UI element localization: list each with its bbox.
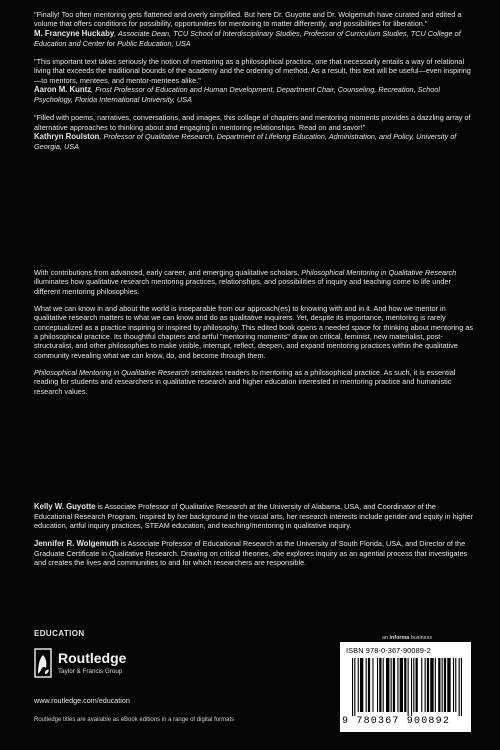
description-paragraph-2: What we can know in and about the world is inseparable from our approach(es) to knowing with and in it. And how we mentor in qualitative research matters to what we can know and do as qualitative inquirers. Yet, despite its importance, mentoring is rarely conceptualized as a practice inspiring or inspired by philosophy. This edited book opens a needed space for thinking about mentoring as a philosophical practice. Its thoughtful chapters and artful "mentoring moments" draw on critical, feminist, new materialist, post-structuralist, and other philosophies to make visible, interrupt, reflect, deepen, and expand mentoring practices within the qualitative community revealing what we can know, do, and become through them. bbox=[34, 303, 474, 360]
barcode-bar bbox=[438, 658, 440, 712]
barcode-bar bbox=[352, 658, 353, 716]
barcode-bar bbox=[416, 658, 418, 712]
barcode-bar bbox=[444, 658, 446, 712]
barcode-bar bbox=[368, 658, 370, 712]
author-name: Kelly W. Guyotte bbox=[34, 502, 96, 511]
barcode-bar bbox=[435, 658, 436, 712]
barcode-bar bbox=[459, 658, 460, 716]
subject-category: EDUCATION bbox=[34, 629, 85, 638]
author-bios bbox=[34, 502, 474, 575]
endorser-name: Aaron M. Kuntz bbox=[34, 84, 92, 94]
author-bio-2 bbox=[34, 539, 474, 568]
description-text: sensitizes readers to mentoring as a philosophical practice. As such, it is essential reading for students and researchers in qualitative research and higher education interested in mentoring practice and humanistic research values. bbox=[34, 367, 456, 396]
barcode-bars bbox=[352, 658, 462, 716]
barcode-bar bbox=[455, 658, 456, 712]
publisher-url[interactable]: www.routledge.com/education bbox=[34, 696, 130, 705]
author-bio-1 bbox=[34, 502, 474, 531]
barcode-bar bbox=[413, 658, 414, 712]
barcode-bar bbox=[372, 658, 373, 712]
barcode-bar bbox=[383, 658, 384, 712]
endorsement-3 bbox=[34, 113, 474, 151]
informa-prefix: an bbox=[382, 635, 390, 641]
barcode-bar bbox=[427, 658, 429, 712]
endorsement-2 bbox=[34, 57, 474, 104]
barcode-bar bbox=[430, 658, 433, 712]
barcode-bar bbox=[360, 658, 363, 712]
informa-suffix: business bbox=[409, 635, 433, 641]
barcode-bar bbox=[379, 658, 381, 712]
endorser-affiliation: , Frost Professor of Education and Human Development, Department Chair, Counseling, Recreation, School Psychology, Florida International University, USA bbox=[34, 84, 440, 104]
barcode-bar bbox=[404, 658, 406, 712]
endorser-name: Kathryn Roulston bbox=[34, 131, 100, 141]
description-paragraph-3 bbox=[34, 368, 474, 396]
barcode-bar bbox=[442, 658, 443, 712]
barcode-bar bbox=[386, 658, 389, 712]
barcode-bar bbox=[393, 658, 395, 712]
informa-business-tag bbox=[382, 635, 432, 642]
endorser-affiliation: , Associate Dean, TCU School of Interdisciplinary Studies, Professor of Curriculum Studies, TCU College of Education and Center for Public Education, USA bbox=[34, 28, 461, 48]
barcode-bar bbox=[447, 658, 450, 712]
endorsements bbox=[34, 10, 474, 160]
author-bio-text: is Associate Professor of Qualitative Research at the University of Alabama, USA, and Coordinator of the Educational Research Program. Inspired by her background in the visual arts, her research interests include gender and equity in higher education, artful inquiry practices, STEAM education, and teaching/mentoring in qualitative inquiry. bbox=[34, 502, 473, 531]
endorsement-attribution bbox=[34, 85, 474, 104]
book-title: Philosophical Mentoring in Qualitative Research bbox=[34, 367, 189, 377]
isbn-barcode bbox=[340, 642, 471, 732]
barcode-bar bbox=[411, 658, 412, 716]
barcode-bar bbox=[366, 658, 367, 712]
book-description bbox=[34, 268, 474, 404]
barcode-bar bbox=[425, 658, 426, 712]
barcode-bar bbox=[377, 658, 378, 712]
isbn-text: ISBN 978-0-367-90089-2 bbox=[346, 646, 431, 655]
description-text: With contributions from advanced, early career, and emerging qualitative scholars, bbox=[34, 268, 302, 277]
publisher-name: Routledge bbox=[58, 650, 127, 666]
barcode-bar bbox=[397, 658, 398, 712]
ebook-note: Routledge titles are available as eBook editions in a range of digital formats bbox=[34, 717, 235, 723]
endorsement-text: "Filled with poems, narratives, conversations, and images, this collage of chapters and mentoring moments provides a dazzling array of alternative approaches to thinking about and engaging in mentoring relationships. Read on and savor!" bbox=[34, 113, 471, 132]
endorsement-attribution bbox=[34, 29, 474, 48]
barcode-bar bbox=[461, 658, 462, 716]
author-name: Jennifer R. Wolgemuth bbox=[34, 538, 119, 548]
barcode-bar bbox=[358, 658, 359, 712]
endorser-name: M. Francyne Huckaby bbox=[34, 28, 115, 38]
routledge-logo-icon bbox=[34, 648, 52, 678]
barcode-bar bbox=[391, 658, 392, 712]
barcode-bar bbox=[354, 658, 355, 716]
barcode-bar bbox=[421, 658, 422, 712]
endorsement-attribution bbox=[34, 132, 474, 151]
barcode-bar bbox=[453, 658, 454, 712]
informa-brand: informa bbox=[389, 635, 410, 641]
description-paragraph-1 bbox=[34, 268, 474, 296]
barcode-number: 9 780367 900892 bbox=[342, 716, 451, 727]
endorser-affiliation: , Professor of Qualitative Research, Department of Lifelong Education, Administration, and Policy, University of Georgia, USA bbox=[34, 131, 457, 151]
publisher-logo bbox=[34, 648, 174, 684]
endorsement-text: "This important text takes seriously the notion of mentoring as a philosophical practice, one that necessarily entails a way of relational living that exceeds the traditional bounds of the academy and the ordering of method. As a result, this text will be useful—even inspiring—to mentors, mentees, and mentor-mentees alike." bbox=[34, 56, 471, 85]
barcode-bar bbox=[400, 658, 403, 712]
barcode-bar bbox=[408, 658, 409, 716]
description-text: illuminates how qualitative research mentoring practices, relationships, and possibilities of inquiry and teaching come to life under different mentoring philosophies. bbox=[34, 277, 451, 296]
author-bio-text: is Associate Professor of Educational Research at the University of South Florida, USA, and Director of the Graduate Certificate in Qualitative Research. Drawing on critical theories, she explores inquiry as an agential process that investigates and creates the lives and communities to and for which researchers are responsible. bbox=[34, 538, 468, 567]
endorsement-text: "Finally! Too often mentoring gets flattened and overly simplified. But here Dr. Guyotte and Dr. Wolgemuth have curated and edited a volume that offers conditions for possibility, opportunities for mentoring to matter differently, and possibilities for liberation." bbox=[34, 10, 462, 29]
publisher-group: Taylor & Francis Group bbox=[58, 668, 123, 675]
endorsement-1 bbox=[34, 10, 474, 48]
book-title: Philosophical Mentoring in Qualitative Research bbox=[301, 268, 457, 277]
